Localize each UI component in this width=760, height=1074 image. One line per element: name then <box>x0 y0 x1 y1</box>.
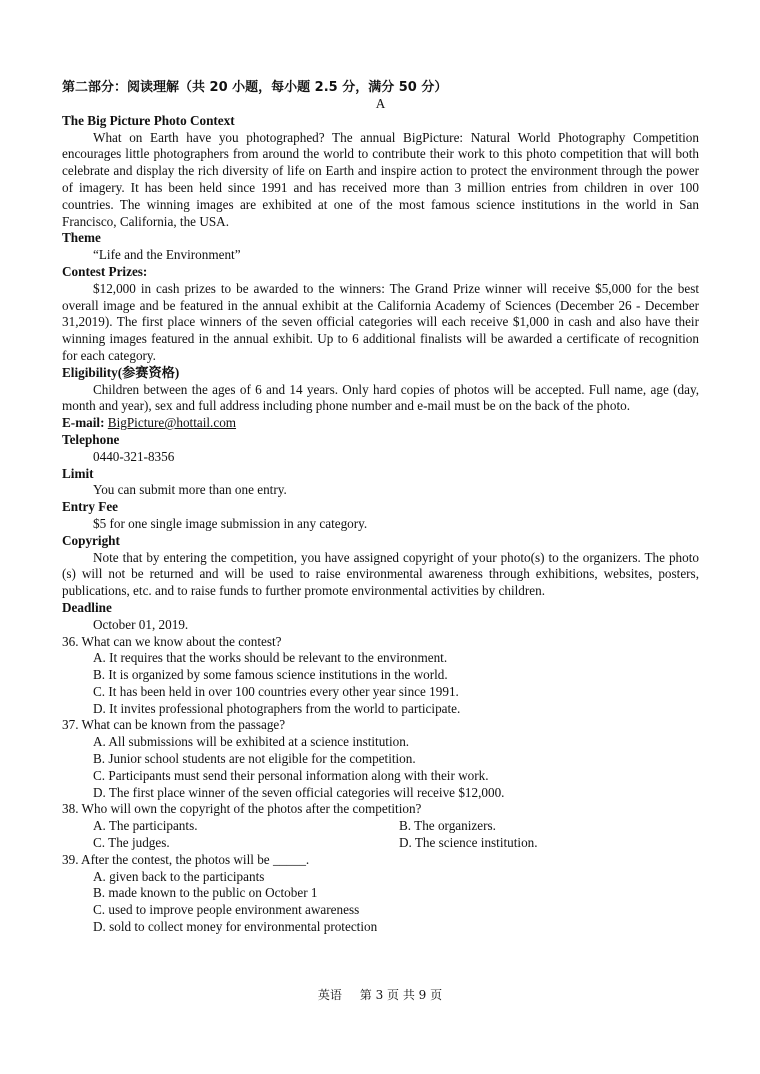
question-37-option-b: B. Junior school students are not eligible for the competition. <box>93 751 416 767</box>
question-38-options-row-1 <box>62 818 699 835</box>
email-link[interactable]: BigPicture@hottail.com <box>107 415 237 431</box>
question-38-options-row-2 <box>62 835 699 852</box>
question-36-option-c: C. It has been held in over 100 countries every other year since 1991. <box>93 683 459 699</box>
limit-heading: Limit <box>62 465 94 481</box>
eligibility-heading: Eligibility(参赛资格) <box>62 364 180 380</box>
question-36-option-a: A. It requires that the works should be relevant to the environment. <box>93 650 448 666</box>
question-38-option-b: B. The organizers. <box>399 818 496 834</box>
copyright-text: Note that by entering the competition, you have assigned copyright of your photo(s) to the organizers. The photo (s) will not be returned and will be used to raise environmental awareness through exhibitions, websites, posters, publications, etc. and to raise funds to further promote environmental activities by children. <box>62 549 699 599</box>
entry-fee-text: $5 for one single image submission in any category. <box>93 515 368 531</box>
question-37-option-c: C. Participants must send their personal information along with their work. <box>93 767 489 783</box>
email-label: E-mail: <box>62 415 105 431</box>
eligibility-text: Children between the ages of 6 and 14 years. Only hard copies of photos will be accepted. Full name, age (day, month and year), sex and full address including phone number and e-mail must be on the back of the photo. <box>62 381 699 414</box>
entry-fee-heading: Entry Fee <box>62 499 119 515</box>
question-37-option-d: D. The first place winner of the seven official categories will receive $12,000. <box>93 784 505 800</box>
telephone-value: 0440-321-8356 <box>93 448 175 464</box>
question-39: 39. After the contest, the photos will be _____. <box>62 851 310 867</box>
question-36-option-b: B. It is organized by some famous science institutions in the world. <box>93 667 448 683</box>
question-37-option-a: A. All submissions will be exhibited at a science institution. <box>93 734 410 750</box>
question-37: 37. What can be known from the passage? <box>62 717 286 733</box>
question-39-option-c: C. used to improve people environment awareness <box>93 902 360 918</box>
page-footer <box>0 987 760 1004</box>
theme-text: “Life and the Environment” <box>93 247 241 263</box>
limit-text: You can submit more than one entry. <box>93 482 287 498</box>
passage-letter: A <box>375 96 386 111</box>
footer-subject: 英语 <box>317 988 342 1002</box>
section-header: 第二部分：阅读理解（共 20 小题，每小题 2.5 分，满分 50 分） <box>62 80 448 95</box>
footer-page-number: 第 3 页 共 9 页 <box>359 988 443 1002</box>
theme-heading: Theme <box>62 230 101 246</box>
question-39-option-b: B. made known to the public on October 1 <box>93 885 318 901</box>
telephone-heading: Telephone <box>62 431 120 447</box>
question-36-option-d: D. It invites professional photographers from the world to participate. <box>93 700 461 716</box>
email-line <box>62 415 699 432</box>
passage-title: The Big Picture Photo Context <box>62 112 235 128</box>
question-38-option-a: A. The participants. <box>93 818 198 834</box>
deadline-value: October 01, 2019. <box>93 616 189 632</box>
prizes-text: $12,000 in cash prizes to be awarded to the winners: The Grand Prize winner will receive $5,000 for the best overall image and be featured in the annual exhibit at the California Academy of Sciences (December 26 - December 31,2019). The first place winners of the seven official categories will each receive $1,000 in cash and also have their winning images featured in the annual exhibit. Up to 6 additional finalists will be awarded a certificate of recognition for each category. <box>62 280 699 363</box>
copyright-heading: Copyright <box>62 532 120 548</box>
question-38-option-d: D. The science institution. <box>399 835 538 851</box>
question-38: 38. Who will own the copyright of the photos after the competition? <box>62 801 422 817</box>
question-38-option-c: C. The judges. <box>93 835 170 851</box>
question-39-option-a: A. given back to the participants <box>93 868 265 884</box>
question-39-option-d: D. sold to collect money for environmental protection <box>93 919 378 935</box>
intro-paragraph: What on Earth have you photographed? The annual BigPicture: Natural World Photography Competition encourages little photographers from around the world to contribute their work to this photo competition that will both celebrate and display the rich diversity of life on Earth and inspire action to protect the environment through the power of imagery. It has been held since 1991 and has received more than 3 million entries from children in over 100 countries. The winning images are exhibited at one of the most famous science institutions in the world in San Francisco, California, the USA. <box>62 129 699 229</box>
prizes-heading: Contest Prizes: <box>62 263 148 279</box>
deadline-heading: Deadline <box>62 599 112 615</box>
question-36: 36. What can we know about the contest? <box>62 633 282 649</box>
